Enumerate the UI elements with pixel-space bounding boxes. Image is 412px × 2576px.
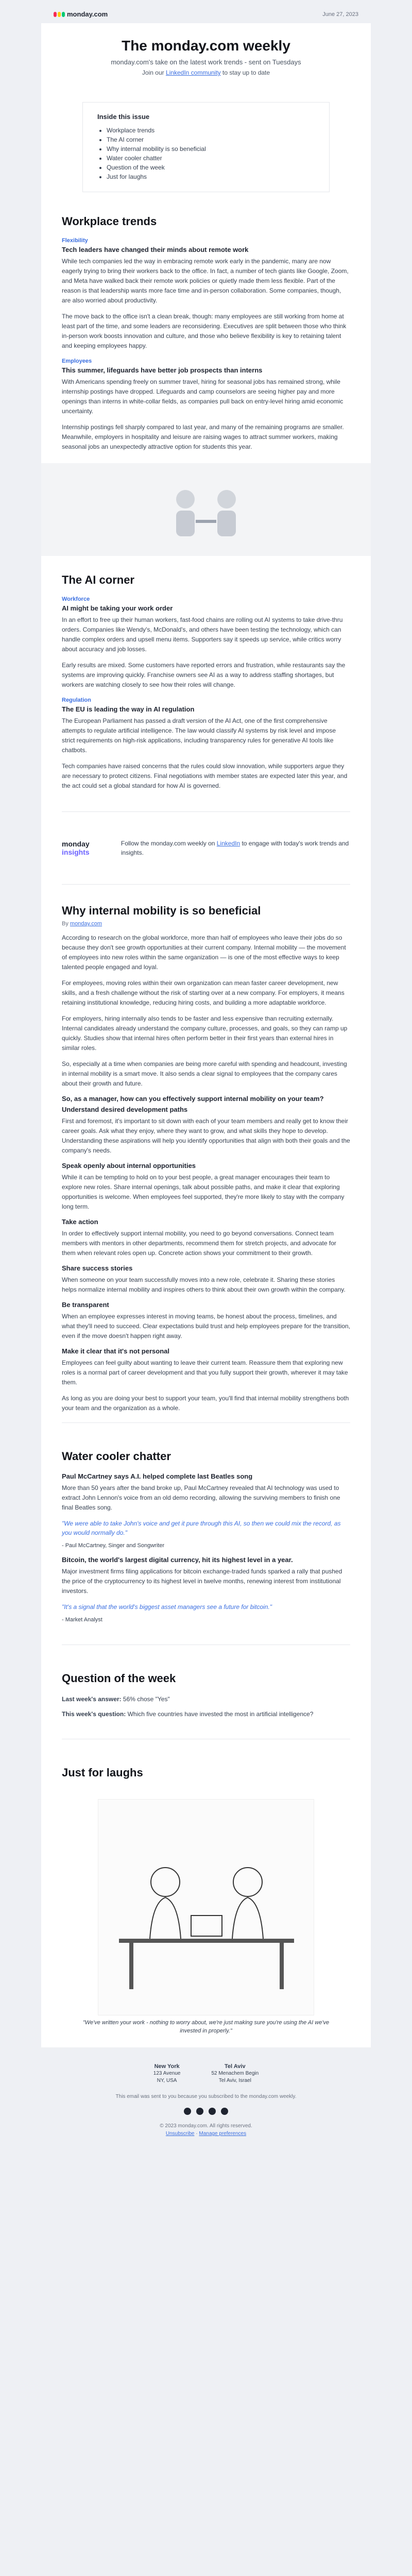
story-paragraph: With Americans spending freely on summer travel, hiring for seasonal jobs has remained strong, while internship postings have dropped. Lifeguards and camp counselors are seeing higher pay and more openings than interns in white-collar fields, as companies pull back on entry-level hiring amid economic uncertainty. xyxy=(62,378,344,415)
brand-logo[interactable] xyxy=(54,10,108,18)
inside-issue-box xyxy=(82,102,330,192)
inside-issue-item[interactable]: • Water cooler chatter xyxy=(107,154,315,163)
section-title: Water cooler chatter xyxy=(62,1450,171,1463)
story-paragraph: In an effort to free up their human workers, fast-food chains are rolling out AI systems to take drive-thru orders. Companies like Wendy's, McDonald's, and others have been testing the technology, which can handle complex orders and upsell menu items. Supporters say it speeds up service, while critics worry about accuracy and job losses. xyxy=(62,616,343,653)
story-paragraph: Early results are mixed. Some customers have reported errors and frustration, while restaurants say the systems are improving quickly. Franchise owners see AI as a way to address staffing shortages, but workers are watching closely to see how their roles will change. xyxy=(62,662,346,688)
logo-icon xyxy=(54,12,65,17)
twitter-icon[interactable] xyxy=(196,2108,203,2115)
last-week-answer: Last week's answer: 56% chose "Yes" xyxy=(62,1696,170,1703)
inside-issue-item[interactable]: • Question of the week xyxy=(107,163,315,172)
story-headline: Tech leaders have changed their minds about remote work xyxy=(62,246,249,253)
this-week-question: This week's question: Which five countries have invested the most in artificial intelligence? xyxy=(62,1710,314,1718)
social-links xyxy=(21,2108,391,2115)
newsletter-card xyxy=(41,23,371,2047)
section-title: Just for laughs xyxy=(62,1766,143,1779)
cartoon-image xyxy=(98,1799,314,2015)
illustration-banner xyxy=(41,463,371,556)
article-subheading: Make it clear that it's not personal xyxy=(62,1347,169,1355)
unsubscribe-link[interactable]: Unsubscribe xyxy=(165,2131,195,2137)
question-of-week-section xyxy=(41,1654,371,1730)
article-subheading: Understand desired development paths xyxy=(62,1106,188,1113)
story-quote: "We were able to take John's voice and get it pure through this AI, so then we could mix the record, as you would normally do." xyxy=(62,1520,341,1536)
quote-attribution: - Paul McCartney, Singer and Songwriter xyxy=(62,1543,165,1549)
office-address: New York 123 Avenue NY, USA xyxy=(153,2063,181,2083)
topic-tag: Flexibility xyxy=(62,238,88,244)
just-for-laughs-section xyxy=(41,1749,371,1794)
divider xyxy=(62,811,350,812)
story-paragraph: Internship postings fell sharply compared to last year, and many of the remaining programs are smaller. Meanwhile, employers in hospitality and leisure are raising wages to attract summer workers, making seasonal jobs an unexpectedly attractive option for students this year. xyxy=(62,423,344,450)
article-paragraph: First and foremost, it's important to sit down with each of your team members and really get to know their career goals. Ask what they enjoy, where they want to grow, and what skills they hope to develop. Understanding these aspirations will help you identify opportunities that align with both their goals and the company's needs. xyxy=(62,1117,350,1154)
insights-logo: monday insights xyxy=(62,840,90,856)
story-paragraph: More than 50 years after the band broke up, Paul McCartney revealed that AI technology was used to extract John Lennon's voice from an old demo recording, allowing the surviving members to finish one final Beatles song. xyxy=(62,1484,340,1511)
story-paragraph: The move back to the office isn't a clean break, though: many employees are still working from home at least part of the time, and some leaders are reconsidering. Executives are split between those who think in-person work boosts innovation and culture, and those who believe flexibility is key to retaining talent and keeping employees happy. xyxy=(62,313,347,349)
manage-preferences-link[interactable]: Manage preferences xyxy=(199,2131,247,2137)
inside-issue-item[interactable]: • Workplace trends xyxy=(107,126,315,135)
article-paragraph: When someone on your team successfully moves into a new role, celebrate it. Sharing these stories helps normalize internal mobility and inspires others to think about their own growth within the company. xyxy=(62,1276,346,1293)
issue-date: June 27, 2023 xyxy=(322,11,358,18)
internal-mobility-article xyxy=(41,894,371,1413)
linkedin-icon[interactable] xyxy=(209,2108,216,2115)
promo-text: Follow the monday.com weekly on LinkedIn to engage with today's work trends and insights. xyxy=(121,840,349,856)
inside-issue-list xyxy=(97,126,315,181)
cartoon-drawing-icon xyxy=(98,1800,315,2016)
story-quote: "It's a signal that the world's biggest asset managers see a future for bitcoin." xyxy=(62,1603,272,1611)
quote-attribution: - Market Analyst xyxy=(62,1617,102,1623)
section-title: Workplace trends xyxy=(62,215,157,228)
article-paragraph: So, especially at a time when companies are being more careful with spending and headcount, investing in internal mobility is a smart move. It also sends a clear signal to employees that the company cares about their growth and future. xyxy=(62,1060,347,1087)
section-title: Question of the week xyxy=(62,1672,176,1685)
story-headline: Paul McCartney says A.I. helped complete last Beatles song xyxy=(62,1472,253,1480)
article-subheading: Speak openly about internal opportunities xyxy=(62,1162,196,1170)
article-subheading: Share success stories xyxy=(62,1264,133,1272)
topic-tag: Regulation xyxy=(62,697,91,703)
share-line: Join our LinkedIn community to stay up to date xyxy=(142,69,270,76)
inside-issue-item[interactable]: • The AI corner xyxy=(107,135,315,144)
footer-actions: Unsubscribe · Manage preferences xyxy=(165,2131,247,2137)
story-paragraph: The European Parliament has passed a draft version of the AI Act, one of the first comprehensive attempts to regulate artificial intelligence. The law would classify AI systems by risk level and impose strict requirements on high-risk applications, including transparency rules for generative AI tools like chatbots. xyxy=(62,717,336,754)
story-paragraph: Tech companies have raised concerns that the rules could slow innovation, while supporters argue they are necessary to protect citizens. Final negotiations with member states are expected later this year, and the act could set a global standard for how AI is governed. xyxy=(62,762,348,789)
people-illustration-icon xyxy=(154,473,258,546)
article-body xyxy=(41,933,371,1413)
newsletter-tagline: monday.com's take on the latest work trends - sent on Tuesdays xyxy=(111,58,301,66)
article-paragraph: As long as you are doing your best to support your team, you'll find that internal mobility strengthens both your team and the organization as a whole. xyxy=(62,1395,349,1412)
topic-tag: Employees xyxy=(62,358,92,364)
article-paragraph: For employers, hiring internally also tends to be faster and less expensive than recruiting externally. Internal candidates already understand the company culture, processes, and goals, so they can ramp up quickly. Studies show that internal hires often perform better in their first years than external hires in similar roles. xyxy=(62,1015,348,1052)
facebook-icon[interactable] xyxy=(184,2108,191,2115)
article-paragraph: When an employee expresses interest in moving teams, be honest about the process, timelines, and what they'll need to succeed. Clear expectations build trust and help employees prepare for the transition, even if the move doesn't happen right away. xyxy=(62,1313,350,1340)
workplace-trends-section xyxy=(41,197,371,463)
inside-issue-title: Inside this issue xyxy=(97,113,150,121)
footer xyxy=(0,2047,412,2158)
ai-corner-section xyxy=(41,556,371,802)
insights-promo xyxy=(41,821,371,875)
brand-name: monday.com xyxy=(67,10,108,18)
article-paragraph: For employees, moving roles within their own organization can mean faster career development, new skills, and a fresh challenge without the risk of starting over at a new company. For employers, it means retaining institutional knowledge, reducing hiring costs, and building a more adaptable workforce. xyxy=(62,979,345,1006)
newsletter-title: The monday.com weekly xyxy=(122,38,290,54)
article-subheading: So, as a manager, how can you effectively support internal mobility on your team? xyxy=(62,1095,324,1103)
article-byline: By monday.com xyxy=(62,921,102,927)
inside-issue-item[interactable]: • Just for laughs xyxy=(107,172,315,181)
story-headline: This summer, lifeguards have better job prospects than interns xyxy=(62,366,263,374)
article-paragraph: In order to effectively support internal mobility, you need to go beyond conversations. Connect team members with mentors in other departments, recommend them for stretch projects, and advocate for them when relevant roles open up. Concrete action shows your commitment to their growth. xyxy=(62,1230,336,1257)
story-headline: The EU is leading the way in AI regulation xyxy=(62,705,195,713)
author-link[interactable]: monday.com xyxy=(70,921,102,927)
article-paragraph: While it can be tempting to hold on to your best people, a great manager encourages their team to explore new roles. Share internal openings, talk about possible paths, and make it clear that exploring opportunities is welcome. When employees feel supported, they're more likely to stay with the company long term. xyxy=(62,1174,345,1210)
story-headline: AI might be taking your work order xyxy=(62,604,173,612)
linkedin-link[interactable]: LinkedIn xyxy=(216,840,241,847)
topic-tag: Workforce xyxy=(62,596,90,602)
copyright: © 2023 monday.com. All rights reserved. xyxy=(160,2123,252,2129)
article-paragraph: According to research on the global workforce, more than half of employees who leave their jobs do so because they don't see growth opportunities at their current company. Internal mobility — the movement of employees into new roles within the same organization — is one of the most effective ways to keep talented people engaged and loyal. xyxy=(62,934,346,971)
story-paragraph: While tech companies led the way in embracing remote work early in the pandemic, many are now eagerly trying to bring their workers back to the office. In fact, a number of tech giants like Google, Zoom, and Meta have walked back their remote work policies or quietly made them less flexible. Part of the reason is that leadership wants more face time and in-person collaboration. Some companies, though, are also worried about productivity. xyxy=(62,258,349,304)
footer-note: This email was sent to you because you subscribed to the monday.com weekly. xyxy=(115,2094,297,2099)
newsletter-header xyxy=(41,23,371,87)
instagram-icon[interactable] xyxy=(221,2108,228,2115)
divider xyxy=(62,884,350,885)
top-bar xyxy=(41,0,371,23)
water-cooler-section xyxy=(41,1432,371,1635)
article-subheading: Be transparent xyxy=(62,1301,109,1309)
story-paragraph: Major investment firms filing applications for bitcoin exchange-traded funds sparked a rally that pushed the price of the cryptocurrency to its highest level in twelve months, renewing interest from institutional investors. xyxy=(62,1568,342,1595)
article-subheading: Take action xyxy=(62,1218,98,1226)
cartoon-caption: "We've written your work - nothing to worry about, we're just making sure you're using the AI we've invested in properly." xyxy=(82,2020,330,2034)
office-address: Tel Aviv 52 Menachem Begin Tel Aviv, Israel xyxy=(211,2063,259,2083)
article-paragraph: Employees can feel guilty about wanting to leave their current team. Reassure them that exploring new roles is a normal part of career development and that you fully support their growth, wherever it may take them. xyxy=(62,1359,348,1386)
inside-issue-item[interactable]: • Why internal mobility is so beneficial xyxy=(107,144,315,154)
divider xyxy=(62,1422,350,1423)
linkedin-community-link[interactable]: LinkedIn community xyxy=(165,69,221,76)
story-headline: Bitcoin, the world's largest digital currency, hit its highest level in a year. xyxy=(62,1556,293,1564)
section-title: The AI corner xyxy=(62,573,134,586)
office-addresses xyxy=(21,2063,391,2084)
article-title: Why internal mobility is so beneficial xyxy=(62,904,261,917)
